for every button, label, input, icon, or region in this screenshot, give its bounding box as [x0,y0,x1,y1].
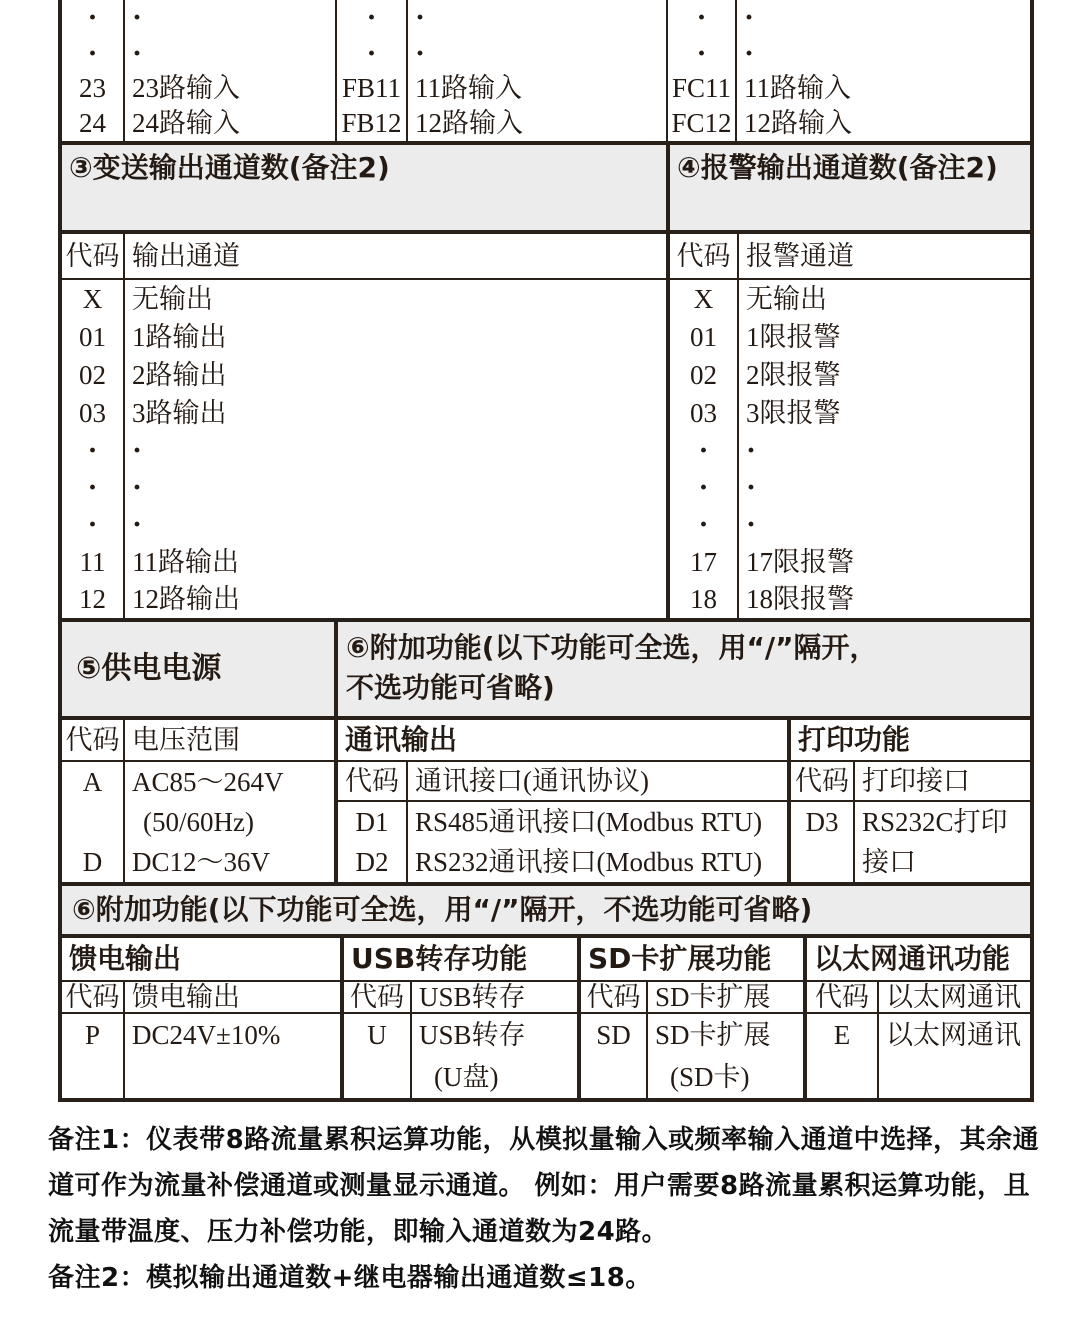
column-header: 代码 [334,762,406,802]
label-cell: DC12～36V [123,842,334,882]
column-header: 代码 [62,234,123,280]
power-comm-print-headers [62,716,1030,760]
column-header: 以太网通讯 [877,982,1030,1014]
table-cell: · [87,507,98,541]
label-cell: (U盘) [410,1056,577,1098]
label-cell [123,1056,340,1098]
code-cell [577,1056,646,1098]
table-cell: · [123,36,335,71]
code-cell: 01 [666,318,737,356]
table-cell: · [735,0,1030,36]
label-cell: 24路输入 [123,106,335,141]
column-header: 代码 [340,982,410,1014]
table-cell: · [406,36,666,71]
table-cell: · [123,506,666,543]
code-cell [62,1056,123,1098]
section-3-title: ③变送输出通道数(备注2) [62,145,666,230]
group-header: 馈电输出 [62,938,340,982]
table-cell: · [406,0,666,36]
code-cell [803,1056,877,1098]
code-cell: 01 [79,321,106,352]
code-cell: A [82,766,103,797]
column-header: 报警通道 [737,234,1030,280]
label-cell: (50/60Hz) [123,802,334,842]
code-cell: 11 [79,546,106,577]
model-selection-table [58,0,1034,1102]
group-header: SD卡扩展功能 [577,938,803,982]
input-channel-rows [62,0,1030,141]
column-header: 馈电输出 [123,982,340,1014]
column-header: USB转存 [410,982,577,1014]
code-cell: D1 [334,802,406,842]
table-cell: · [737,506,1030,543]
label-cell [877,1056,1030,1098]
label-cell: 11路输入 [735,71,1030,106]
group-header: 以太网通讯功能 [803,938,1030,982]
addon-options-table [62,934,1030,1098]
label-cell: 12路输出 [123,581,666,618]
section-6b-title: ⑥附加功能(以下功能可全选，用“/”隔开，不选功能可省略) [62,886,1030,934]
table-cell: · [666,506,737,543]
column-header: 代码 [65,724,120,755]
code-cell: X [82,283,103,314]
table-cell: · [737,469,1030,506]
section-6-title [334,622,1030,716]
footnote-line: 备注2：模拟输出通道数+继电器输出通道数≤18。 [48,1263,652,1293]
power-comm-print-rows [62,760,1030,882]
print-group-header: 打印功能 [787,720,1030,760]
label-cell: 11路输出 [123,543,666,581]
footnote-line: 流量带温度、压力补偿功能，即输入通道数为24路。 [48,1217,669,1247]
column-header: 输出通道 [123,234,666,280]
label-cell: 12路输入 [735,106,1030,141]
code-cell: FC11 [666,71,735,106]
table-cell: · [87,1,98,35]
label-cell: SD卡扩展 [646,1014,803,1056]
table-cell: · [123,0,335,36]
label-cell: 2限报警 [737,356,1030,394]
code-cell: FC12 [666,106,735,141]
code-cell: E [803,1014,877,1056]
code-cell: 02 [79,359,106,390]
column-header: 电压范围 [123,720,334,760]
label-cell: 17限报警 [737,543,1030,581]
output-alarm-tables [62,230,1030,618]
section-5-6-headers [62,618,1030,716]
code-cell: 02 [666,356,737,394]
code-cell: D3 [787,802,853,842]
label-cell: (SD卡) [646,1056,803,1098]
label-cell: 3限报警 [737,394,1030,432]
column-header: 代码 [62,982,123,1014]
code-cell: 17 [666,543,737,581]
label-cell: USB转存 [410,1014,577,1056]
column-header: SD卡扩展 [646,982,803,1014]
code-cell: 18 [666,581,737,618]
section-6-title-line2: 不选功能可省略) [346,671,555,704]
column-header: 代码 [787,762,853,802]
label-cell: RS485通讯接口(Modbus RTU) [406,802,787,842]
table-cell: · [666,0,735,36]
column-header: 打印接口 [853,762,1030,802]
section-6b-header [62,882,1030,934]
footnotes [48,1120,1038,1304]
code-cell: D2 [334,842,406,882]
code-cell [787,842,853,882]
label-cell: 12路输入 [406,106,666,141]
label-cell: RS232通讯接口(Modbus RTU) [406,842,787,882]
label-cell: RS232C打印 [853,802,1030,842]
label-cell: 11路输入 [406,71,666,106]
code-cell: 03 [666,394,737,432]
label-cell: 2路输出 [123,356,666,394]
code-cell: FB12 [335,106,406,141]
code-cell: P [84,1019,101,1050]
code-cell: SD [577,1014,646,1056]
column-header: 代码 [803,982,877,1014]
table-cell: · [335,36,406,71]
label-cell: 18限报警 [737,581,1030,618]
section-3-4-headers [62,141,1030,230]
label-cell: 无输出 [737,280,1030,318]
code-cell: 12 [79,584,106,615]
section-6-title-line1: ⑥附加功能(以下功能可全选，用“/”隔开， [346,631,878,664]
code-cell: 23 [79,73,106,104]
table-cell: · [87,36,98,70]
code-cell [62,802,123,842]
table-cell: · [87,470,98,504]
table-cell: · [87,433,98,467]
table-cell: · [335,0,406,36]
label-cell: 1路输出 [123,318,666,356]
section-4-title: ④报警输出通道数(备注2) [666,145,1030,230]
code-cell [340,1056,410,1098]
label-cell: DC24V±10% [123,1014,340,1056]
label-cell: 23路输入 [123,71,335,106]
label-cell: 无输出 [123,280,666,318]
table-cell: · [666,469,737,506]
code-cell: FB11 [335,71,406,106]
code-cell: 24 [79,108,106,139]
comm-group-header: 通讯输出 [334,720,787,760]
table-cell: · [666,432,737,469]
footnote-line: 备注1：仪表带8路流量累积运算功能，从模拟量输入或频率输入通道中选择，其余通 [48,1125,1040,1155]
table-cell: · [666,36,735,71]
code-cell: 03 [79,397,106,428]
column-header: 通讯接口(通讯协议) [406,762,787,802]
label-cell: 1限报警 [737,318,1030,356]
label-cell: AC85～264V [123,762,334,802]
group-header: USB转存功能 [340,938,577,982]
section-5-title: ⑤供电电源 [62,622,334,716]
table-cell: · [123,469,666,506]
code-cell: U [340,1014,410,1056]
footnote-line: 道可作为流量补偿通道或测量显示通道。 例如：用户需要8路流量累积运算功能，且 [48,1171,1031,1201]
code-cell: X [666,280,737,318]
column-header: 代码 [666,234,737,280]
table-cell: · [735,36,1030,71]
label-cell: 3路输出 [123,394,666,432]
label-cell: 接口 [853,842,1030,882]
column-header: 代码 [577,982,646,1014]
label-cell: 以太网通讯 [877,1014,1030,1056]
table-cell: · [123,432,666,469]
code-cell: D [82,846,103,877]
table-cell: · [737,432,1030,469]
